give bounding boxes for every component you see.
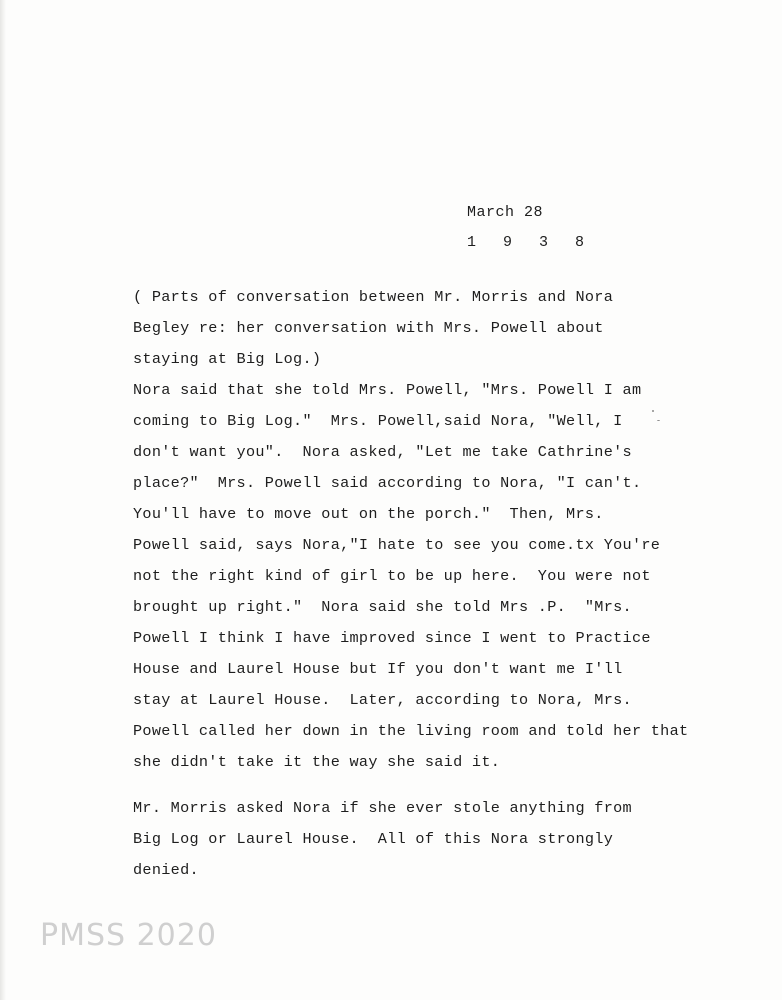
letter-date: March 28 bbox=[467, 204, 544, 221]
text-line: Powell I think I have improved since I went to Practice bbox=[133, 629, 651, 647]
text-line: Powell said, says Nora,"I hate to see you come.tx You're bbox=[133, 536, 661, 554]
text-line: don't want you". Nora asked, "Let me take Cathrine's bbox=[133, 443, 632, 461]
text-line: denied. bbox=[133, 861, 199, 879]
ink-speck bbox=[657, 420, 660, 421]
text-line: ( Parts of conversation between Mr. Morris and Nora bbox=[133, 288, 614, 306]
text-line: Powell called her down in the living room and told her that bbox=[133, 722, 689, 740]
letter-year: 1 9 3 8 bbox=[467, 234, 594, 251]
text-line: coming to Big Log." Mrs. Powell,said Nora, "Well, I bbox=[133, 412, 623, 430]
text-line: brought up right." Nora said she told Mrs .P. "Mrs. bbox=[133, 598, 632, 616]
text-line: Begley re: her conversation with Mrs. Powell about bbox=[133, 319, 604, 337]
text-line: You'll have to move out on the porch." Then, Mrs. bbox=[133, 505, 604, 523]
text-line: Big Log or Laurel House. All of this Nora strongly bbox=[133, 830, 614, 848]
main-paragraph bbox=[133, 375, 693, 778]
text-line: place?" Mrs. Powell said according to Nora, "I can't. bbox=[133, 474, 642, 492]
text-line: not the right kind of girl to be up here. You were not bbox=[133, 567, 651, 585]
text-line: Nora said that she told Mrs. Powell, "Mrs. Powell I am bbox=[133, 381, 642, 399]
paragraph-gap bbox=[133, 778, 693, 793]
closing-paragraph bbox=[133, 793, 693, 886]
intro-paragraph bbox=[133, 282, 693, 375]
text-line: stay at Laurel House. Later, according to Nora, Mrs. bbox=[133, 691, 632, 709]
ink-speck bbox=[652, 410, 654, 412]
text-line: she didn't take it the way she said it. bbox=[133, 753, 501, 771]
text-line: Mr. Morris asked Nora if she ever stole anything from bbox=[133, 799, 632, 817]
text-line: House and Laurel House but If you don't want me I'll bbox=[133, 660, 623, 678]
text-line: staying at Big Log.) bbox=[133, 350, 322, 368]
scan-edge-shadow bbox=[0, 0, 6, 1000]
letter-body bbox=[133, 282, 693, 886]
watermark: PMSS 2020 bbox=[40, 918, 217, 953]
